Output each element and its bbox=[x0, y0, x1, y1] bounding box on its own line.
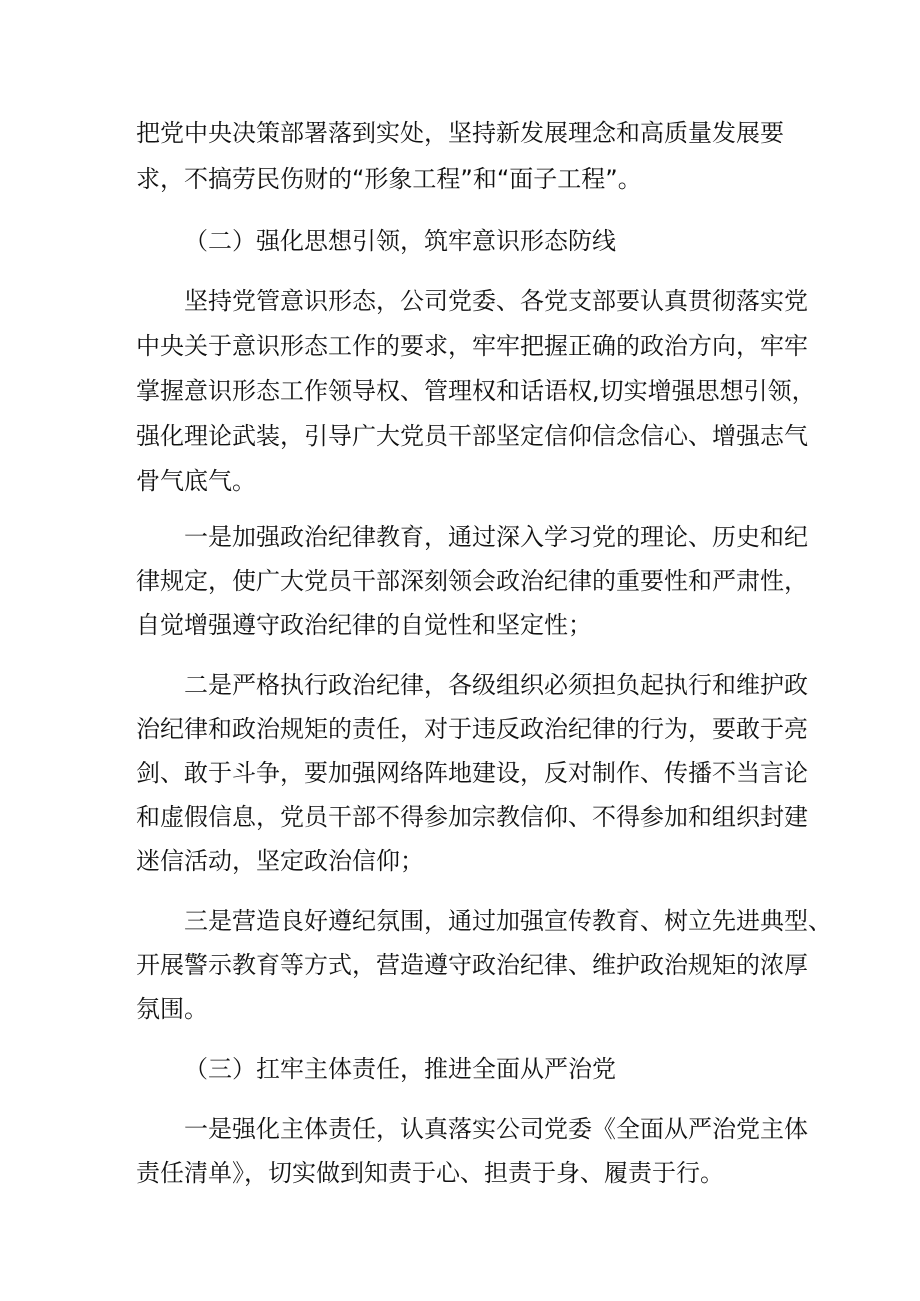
section-heading: （二）强化思想引领，筑牢意识形态防线 bbox=[184, 227, 616, 255]
section-heading: （三）扛牢主体责任，推进全面从严治党 bbox=[184, 1055, 616, 1083]
text-line: 剑、敢于斗争，要加强网络阵地建设，反对制作、传播不当言论 bbox=[136, 759, 808, 787]
text-line: 骨气底气。 bbox=[136, 467, 256, 495]
text-line: 自觉增强遵守政治纪律的自觉性和坚定性； bbox=[136, 611, 592, 639]
text-line: 开展警示教育等方式，营造遵守政治纪律、维护政治规矩的浓厚 bbox=[136, 951, 808, 979]
text-line: 氛围。 bbox=[136, 995, 208, 1023]
text-line: 强化理论武装，引导广大党员干部坚定信仰信念信心、增强志气 bbox=[136, 422, 808, 450]
text-line: 求，不搞劳民伤财的“形象工程”和“面子工程”。 bbox=[136, 165, 642, 193]
text-line: 一是强化主体责任，认真落实公司党委《全面从严治党主体 bbox=[184, 1115, 808, 1143]
text-line: 和虚假信息，党员干部不得参加宗教信仰、不得参加和组织封建 bbox=[136, 803, 808, 831]
text-line: 三是营造良好遵纪氛围，通过加强宣传教育、树立先进典型、 bbox=[184, 907, 832, 935]
text-line: 二是严格执行政治纪律，各级组织必须担负起执行和维护政 bbox=[184, 671, 808, 699]
text-line: 掌握意识形态工作领导权、管理权和话语权,切实增强思想引领， bbox=[136, 377, 816, 405]
text-line: 把党中央决策部署落到实处，坚持新发展理念和高质量发展要 bbox=[136, 119, 784, 147]
text-line: 治纪律和政治规矩的责任，对于违反政治纪律的行为，要敢于亮 bbox=[136, 715, 808, 743]
text-line: 中央关于意识形态工作的要求，牢牢把握正确的政治方向，牢牢 bbox=[136, 332, 808, 360]
text-line: 坚持党管意识形态，公司党委、各党支部要认真贯彻落实党 bbox=[184, 287, 808, 315]
text-line: 迷信活动，坚定政治信仰； bbox=[136, 847, 424, 875]
text-line: 律规定，使广大党员干部深刻领会政治纪律的重要性和严肃性， bbox=[136, 567, 808, 595]
text-line: 一是加强政治纪律教育，通过深入学习党的理论、历史和纪 bbox=[184, 523, 808, 551]
text-line: 责任清单》，切实做到知责于心、担责于身、履责于行。 bbox=[136, 1159, 724, 1187]
